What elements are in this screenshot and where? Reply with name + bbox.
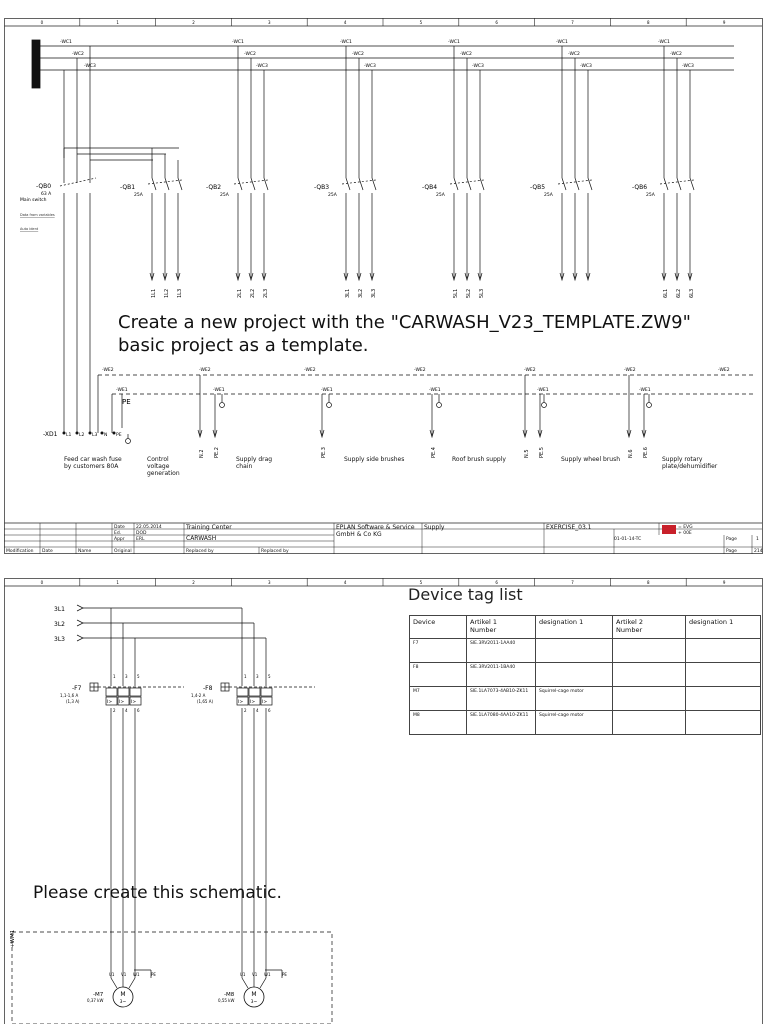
cell-device: F7: [410, 639, 467, 663]
cell-device: M7: [410, 687, 467, 711]
table-header-row: [410, 616, 761, 639]
busbar-label-l1: -WC1: [448, 40, 460, 45]
n-bus-label: -WE2: [524, 368, 536, 373]
busbar-label-l1: -WC1: [658, 40, 670, 45]
instruction-line-1: Create a new project with the "CARWASH_V23_TEMPLATE.ZW9": [118, 312, 691, 333]
circuit-captions: [64, 456, 718, 477]
pe-output-label: N.5: [524, 449, 530, 458]
breaker-output-label: 3L2: [358, 288, 364, 298]
caption: generation: [147, 470, 180, 477]
motor-pin-label: PE: [151, 972, 156, 977]
caption: Supply drag: [236, 456, 273, 463]
eplan-logo-mark: [662, 525, 676, 534]
column-number: 4: [343, 580, 347, 585]
breaker-output-label: 5L1: [453, 288, 459, 298]
column-number: 9: [722, 20, 726, 25]
modification-label: Modification: [6, 549, 34, 554]
pe-output-label: PE.5: [539, 447, 545, 458]
ground-icon: [327, 403, 332, 408]
breaker-output-label: 3L3: [371, 288, 377, 298]
motor-phase: 3~: [119, 1000, 127, 1005]
pe-output-label: N.6: [628, 449, 634, 458]
pe-tap-label: -WE1: [321, 388, 333, 393]
motor-symbol: M: [120, 991, 126, 998]
relay-pole: [118, 688, 129, 696]
pe-output-label: PE.6: [643, 447, 649, 458]
breaker-qb2: [206, 46, 269, 298]
relay-out-pin-label: 6: [268, 708, 271, 713]
company-name-2: GmbH & Co KG: [336, 531, 382, 538]
busbar-label-l3: -WC3: [84, 64, 96, 69]
device-tag-list-title: Device tag list: [408, 585, 523, 604]
cell-designation-1: [536, 639, 613, 663]
cell-designation-2: [686, 639, 761, 663]
busbar-label-l2: -WC2: [244, 52, 256, 57]
motors: [87, 972, 287, 1007]
caption: Feed car wash fuse: [64, 456, 122, 463]
breaker-rating: 25A: [220, 193, 229, 198]
relay-range: 1,4-2 A: [191, 693, 206, 698]
header-designation-1b: designation 1: [686, 616, 761, 639]
breaker-output-label: 5L2: [466, 288, 472, 298]
instruction-create-schematic: Please create this schematic.: [33, 883, 282, 903]
n-bus-label: -WE2: [414, 368, 426, 373]
busbar-label-l2: -WC2: [460, 52, 472, 57]
cell-designation-1: [536, 663, 613, 687]
terminal-pin-label: L2: [79, 433, 85, 438]
breaker-tag: -QB2: [206, 184, 222, 191]
pe-tap-label: -WE1: [537, 388, 549, 393]
breaker-output-label: 5L3: [479, 288, 485, 298]
appr-label: Appr: [114, 537, 125, 542]
caption: Supply wheel brush: [561, 456, 621, 463]
caption: Supply rotary: [662, 456, 703, 463]
motor-power: 0,55 kW: [218, 998, 235, 1003]
breaker-tag: -QB1: [120, 184, 136, 191]
busbar-label-l3: -WC3: [472, 64, 484, 69]
pe-output-label: PE.4: [431, 447, 437, 458]
motor-protection-relays: [60, 674, 315, 713]
breaker-qb3: [314, 46, 377, 298]
cell-artikel-2: [613, 687, 686, 711]
main-switch-rating: 63 A: [41, 192, 52, 197]
cell-artikel-2: [613, 663, 686, 687]
column-number: 6: [495, 580, 498, 585]
code-2: + 00E: [678, 531, 692, 536]
page-label: Page: [726, 537, 737, 542]
breaker-tag: -QB4: [422, 184, 438, 191]
relay-f8: [191, 674, 315, 713]
cell-designation-2: [686, 711, 761, 735]
breaker-output-label: 1L3: [177, 288, 183, 298]
replaced-by-label: Replaced by: [186, 549, 214, 554]
motor-pin-label: V1: [121, 972, 127, 977]
motor-power: 0,37 kW: [87, 998, 104, 1003]
motor-tag: -M8: [224, 992, 235, 998]
caption: Roof brush supply: [452, 456, 506, 463]
title-block: [4, 523, 763, 554]
ground-icon: [437, 403, 442, 408]
pe-output-label: PE.3: [321, 447, 327, 458]
header-device: Device: [410, 616, 467, 639]
original-label: Original: [114, 549, 132, 554]
busbar-label-l2: -WC2: [568, 52, 580, 57]
relay-pin-label: 5: [268, 674, 271, 679]
busbar-label-l3: -WC3: [682, 64, 694, 69]
relay-pole: [249, 688, 260, 696]
caption: chain: [236, 463, 253, 470]
motor-pin-label: W1: [133, 972, 140, 977]
column-number: 1: [116, 20, 119, 25]
supply-schematic-sheet: [4, 18, 763, 554]
busbar-label-l2: -WC2: [352, 52, 364, 57]
relay-out-pin-label: 2: [244, 708, 247, 713]
auto-ident-link[interactable]: Auto ident: [20, 227, 39, 231]
relay-out-pin-label: 6: [137, 708, 140, 713]
relay-out-pin-label: 2: [113, 708, 116, 713]
ref-code: 01-01-14-TC: [614, 537, 642, 542]
cell-device: M8: [410, 711, 467, 735]
pe-tap-label: -WE1: [213, 388, 225, 393]
relay-pin-label: 3: [256, 674, 259, 679]
appr-value: ERL: [136, 537, 145, 542]
busbar-label-l3: -WC3: [580, 64, 592, 69]
breaker-rating: 25A: [544, 193, 553, 198]
cell-artikel-1: SIE.3RV2011-1BA40: [467, 663, 536, 687]
main-switch-tag: -QB0: [36, 183, 52, 190]
breaker-output-label: 1L1: [151, 288, 157, 298]
cell-device: F8: [410, 663, 467, 687]
relay-trip-label: I>: [131, 700, 137, 705]
breaker-qb5: [530, 46, 592, 280]
motor-tag: -M7: [93, 992, 104, 998]
device-tag-list-table: [409, 615, 761, 735]
busbar-label-l1: -WC1: [60, 40, 72, 45]
n-bus-label: -WE2: [199, 368, 211, 373]
pe-tap-label: -WE1: [429, 388, 441, 393]
date-value: 22.05.2014: [136, 525, 162, 530]
ed-value: DOD: [136, 531, 147, 536]
breaker-output-label: 2L3: [263, 288, 269, 298]
breaker-rating: 25A: [646, 193, 655, 198]
phase-feeds: [12, 605, 332, 1024]
breaker-tag: -QB5: [530, 184, 546, 191]
column-number: 5: [419, 580, 423, 585]
breaker-qb6: [632, 46, 695, 298]
terminal-pin-label: N: [104, 433, 108, 438]
phase-label: 3L1: [54, 606, 65, 613]
cell-designation-1: Squirrel-cage motor: [536, 687, 613, 711]
column-number: 0: [40, 580, 44, 585]
busbar-label-l3: -WC3: [364, 64, 376, 69]
column-number: 4: [343, 20, 347, 25]
relay-setting: (1,3 A): [66, 699, 80, 704]
busbar-label-l2: -WC2: [670, 52, 682, 57]
column-number: 0: [40, 20, 44, 25]
breaker-output-label: 6L2: [676, 288, 682, 298]
date-label: Date: [114, 525, 125, 530]
caption: voltage: [147, 463, 170, 470]
page-subject: Supply: [424, 524, 445, 531]
relay-pin-label: 5: [137, 674, 140, 679]
busbar-label-l1: -WC1: [340, 40, 352, 45]
n-pe-buses: [98, 375, 756, 433]
motor-pin-label: V1: [252, 972, 258, 977]
relay-pin-label: 3: [125, 674, 128, 679]
circuit-breakers: [120, 46, 695, 298]
breaker-output-label: 2L1: [237, 288, 243, 298]
relay-f7: [60, 674, 184, 713]
cell-designation-1: Squirrel-cage motor: [536, 711, 613, 735]
column-number: 5: [419, 20, 423, 25]
cell-artikel-1: SIE.1LA7073-4AB10-ZK11: [467, 687, 536, 711]
relay-tag: -F7: [72, 685, 82, 692]
relay-trip-label: I>: [250, 700, 256, 705]
company-name-1: EPLAN Software & Service: [336, 524, 415, 531]
column-number: 6: [495, 20, 498, 25]
pe-label: PE: [122, 398, 131, 406]
replaced-by-label-2: Replaced by: [261, 549, 289, 554]
motor-pin-label: PE: [282, 972, 287, 977]
busbar-label-l1: -WC1: [556, 40, 568, 45]
terminal-strip: [63, 432, 122, 439]
page-of-label: Page: [726, 549, 737, 554]
cell-artikel-1: SIE.1LA7080-4AA10-ZK11: [467, 711, 536, 735]
n-bus-label: -WE2: [304, 368, 316, 373]
column-number: 8: [647, 580, 650, 585]
column-number: 7: [571, 580, 574, 585]
location-box-label: +WM1: [10, 929, 16, 948]
instruction-create-project: [118, 311, 691, 357]
ground-icon: [542, 403, 547, 408]
breaker-output-label: 6L3: [689, 288, 695, 298]
column-number: 9: [722, 580, 726, 585]
breaker-rating: 25A: [328, 193, 337, 198]
breaker-rating: 25A: [436, 193, 445, 198]
table-row[interactable]: [410, 639, 761, 663]
motor-m8: [218, 972, 287, 1007]
code-1: = EVG: [678, 525, 693, 530]
busbars: [32, 40, 734, 88]
name-col-label: Name: [78, 549, 92, 554]
motor-pin-label: U1: [240, 972, 246, 977]
relay-pole: [130, 688, 141, 696]
org-name-2: CARWASH: [186, 535, 217, 542]
relay-pin-label: 1: [113, 674, 116, 679]
breaker-tag: -QB3: [314, 184, 330, 191]
n-bus-label: -WE2: [102, 368, 114, 373]
cell-designation-2: [686, 687, 761, 711]
page-total: 214: [754, 549, 763, 554]
caption: Control: [147, 456, 169, 463]
busbar-label-l3: -WC3: [256, 64, 268, 69]
cell-artikel-1: SIE.3RV2011-1AA40: [467, 639, 536, 663]
relay-trip-label: I>: [107, 700, 113, 705]
ground-symbol: [126, 434, 131, 444]
relay-pole: [106, 688, 117, 696]
column-number: 7: [571, 20, 574, 25]
cell-artikel-2: [613, 639, 686, 663]
breaker-rating: 25A: [134, 193, 143, 198]
ground-icon: [220, 403, 225, 408]
table-row[interactable]: [410, 687, 761, 711]
breaker-qb4: [422, 46, 485, 298]
busbar-label-l2: -WC2: [72, 52, 84, 57]
ed-label: Ed.: [114, 531, 122, 536]
table-row[interactable]: [410, 663, 761, 687]
instruction-line-2: basic project as a template.: [118, 335, 369, 356]
column-number: 2: [192, 20, 195, 25]
date-col-label: Date: [42, 549, 53, 554]
motor-pin-label: W1: [264, 972, 271, 977]
breaker-output-label: 3L1: [345, 288, 351, 298]
motor-m7: [87, 972, 156, 1007]
relay-trip-label: I>: [238, 700, 244, 705]
pe-outputs: [198, 375, 652, 458]
breaker-output-label: 1L2: [164, 288, 170, 298]
motor-symbol: M: [251, 991, 257, 998]
relay-out-pin-label: 4: [125, 708, 128, 713]
terminal-pin-label: L1: [66, 433, 72, 438]
data-from-variables-link[interactable]: Data from variables: [20, 213, 55, 217]
breaker-output-label: 6L1: [663, 288, 669, 298]
breaker-tag: -QB6: [632, 184, 648, 191]
page-number: 1: [756, 537, 759, 542]
exercise-id: EXERCISE_03.1: [546, 524, 592, 531]
header-designation-1: designation 1: [536, 616, 613, 639]
header-artikel-1-number: Artikel 1 Number: [467, 616, 536, 639]
column-number: 8: [647, 20, 650, 25]
header-artikel-2-number: Artikel 2 Number: [613, 616, 686, 639]
breaker-qb1: [120, 148, 183, 298]
caption: Supply side brushes: [344, 456, 405, 463]
pe-output-label: N.2: [199, 449, 205, 458]
relay-range: 1,1-1,6 A: [60, 693, 79, 698]
relay-setting: (1,65 A): [197, 699, 214, 704]
org-name-1: Training Center: [186, 524, 232, 531]
table-row[interactable]: [410, 711, 761, 735]
ground-icon: [647, 403, 652, 408]
relay-pole: [261, 688, 272, 696]
pe-output-label: PE.2: [214, 447, 220, 458]
column-number: 3: [268, 580, 271, 585]
cell-artikel-2: [613, 711, 686, 735]
cell-designation-2: [686, 663, 761, 687]
caption: plate/dehumidifier: [662, 463, 718, 470]
column-number: 1: [116, 580, 119, 585]
relay-tag: -F8: [203, 685, 213, 692]
phase-label: 3L3: [54, 636, 65, 643]
n-bus-label: -WE2: [718, 368, 730, 373]
relay-trip-label: I>: [262, 700, 268, 705]
relay-out-pin-label: 4: [256, 708, 259, 713]
caption: by customers 80A: [64, 463, 119, 470]
motor-phase: 3~: [250, 1000, 258, 1005]
column-number: 3: [268, 20, 271, 25]
pe-tap-label: -WE1: [639, 388, 651, 393]
breaker-output-label: 2L2: [250, 288, 256, 298]
terminal-pin-label: PE: [116, 433, 122, 438]
main-switch-label: Main switch: [20, 198, 47, 203]
relay-pin-label: 1: [244, 674, 247, 679]
motor-pin-label: U1: [109, 972, 115, 977]
terminal-tag: -XD1: [43, 431, 58, 438]
phase-label: 3L2: [54, 621, 65, 628]
relay-trip-label: I>: [119, 700, 125, 705]
relay-pole: [237, 688, 248, 696]
n-bus-label: -WE2: [624, 368, 636, 373]
pe-tap-label: -WE1: [116, 388, 128, 393]
column-number: 2: [192, 580, 195, 585]
terminal-pin-label: L3: [92, 433, 98, 438]
busbar-label-l1: -WC1: [232, 40, 244, 45]
